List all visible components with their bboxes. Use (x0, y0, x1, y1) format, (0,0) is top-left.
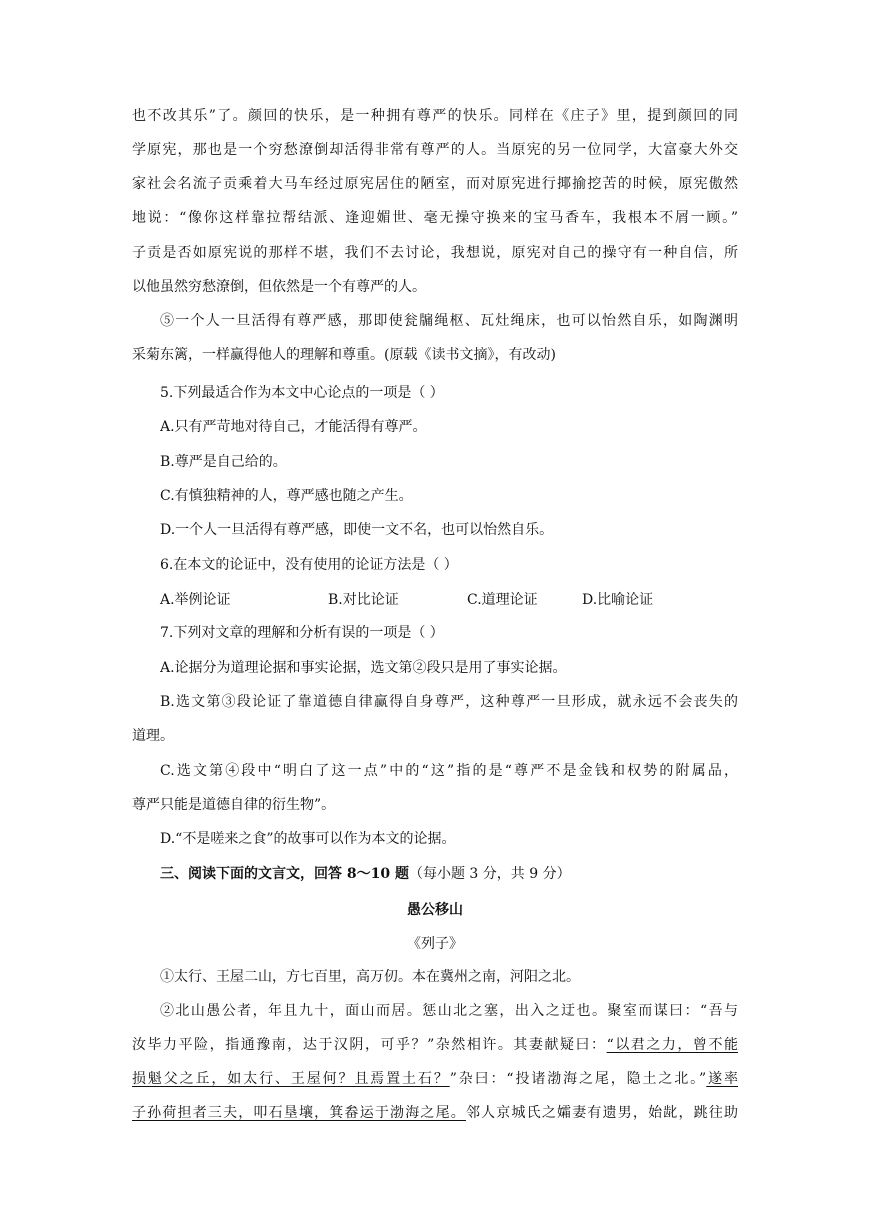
classical-text: 邻人京城氏之孀妻有遗男，始龀，跳往助 (465, 1105, 738, 1121)
paragraph-5: ⑤一个人一旦活得有尊严感，那即使瓮牖绳枢、瓦灶绳床，也可以怡然自乐，如陶渊明 (160, 313, 738, 329)
classical-text: ”杂曰：“投诸渤海之尾，隐土之北。” (449, 1071, 707, 1087)
passage-line: 子贡是否如原宪说的那样不堪，我们不去讨论，我想说，原宪对自己的操守有一种自信，所 (132, 245, 738, 261)
paragraph-5-cont: 采菊东篱，一样赢得他人的理解和尊重。(原载《读书文摘》，有改动) (132, 347, 556, 363)
question-7-option-b: B.选文第③段论证了靠道德自律赢得自身尊严，这种尊严一旦形成，就永远不会丧失的 (160, 694, 738, 710)
question-5-option-d: D.一个人一旦活得有尊严感，即使一文不名，也可以怡然自乐。 (160, 522, 554, 538)
underlined-sentence: 遂率 (706, 1071, 738, 1087)
passage-line: 地说：“像你这样靠拉帮结派、逢迎媚世、毫无操守换来的宝马香车，我根本不屑一顾。” (132, 210, 738, 226)
underlined-sentence: 损魁父之丘，如太行、王屋何？且焉置土石？ (132, 1071, 450, 1087)
question-5-option-c: C.有慎独精神的人，尊严感也随之产生。 (160, 488, 413, 504)
question-6-option-b: B.对比论证 (328, 592, 399, 608)
underlined-sentence: 子孙荷担者三夫，叩石垦壤，箕畚运于渤海之尾。 (132, 1105, 466, 1121)
section-3-heading (160, 862, 738, 886)
classical-paragraph-2-line (132, 1033, 738, 1057)
question-7-stem: 7.下列对文章的理解和分析有误的一项是（ ） (160, 625, 444, 641)
question-5-option-b: B.尊严是自己给的。 (160, 454, 287, 470)
question-7-option-a: A.论据分为道理论据和事实论据，选文第②段只是用了事实论据。 (160, 660, 567, 676)
question-7-option-c-cont: 尊严只能是道德自律的衍生物”。 (132, 797, 336, 813)
section-3-heading-bold: 三、阅读下面的文言文，回答 8～10 题 (160, 866, 409, 882)
classical-paragraph-2-line (132, 1067, 738, 1091)
passage-line: 学原宪，那也是一个穷愁潦倒却活得非常有尊严的人。当原宪的另一位同学，大富豪大外交 (132, 142, 738, 158)
question-7-option-d: D.“不是嗟来之食”的故事可以作为本文的论据。 (160, 831, 456, 847)
classical-title: 愚公移山 (407, 902, 463, 918)
question-6-option-a: A.举例论证 (160, 592, 231, 608)
classical-paragraph-1: ①太行、王屋二山，方七百里，高万仞。本在冀州之南，河阳之北。 (160, 969, 580, 985)
question-6-stem: 6.在本文的论证中，没有使用的论证方法是（ ） (160, 557, 458, 573)
question-6-options (160, 588, 738, 612)
passage-line: 家社会名流子贡乘着大马车经过原宪居住的陋室，而对原宪进行揶揄挖苦的时候，原宪傲然 (132, 176, 738, 192)
classical-text: 汝毕力平险，指通豫南，达于汉阴，可乎？”杂然相许。其妻献疑曰： (132, 1037, 607, 1053)
passage-line: 以他虽然穷愁潦倒，但依然是一个有尊严的人。 (132, 279, 426, 295)
classical-paragraph-2: ②北山愚公者，年且九十，面山而居。惩山北之塞，出入之迂也。聚室而谋曰：“吾与 (160, 1003, 738, 1019)
section-3-heading-note: （每小题 3 分，共 9 分） (408, 866, 571, 882)
underlined-sentence: “以君之力，曾不能 (606, 1037, 738, 1053)
question-7-option-c: C.选文第④段中“明白了这一点”中的“这”指的是“尊严不是金钱和权势的附属品， (160, 763, 738, 779)
classical-source: 《列子》 (407, 936, 463, 952)
question-5-option-a: A.只有严苛地对待自己，才能活得有尊严。 (160, 419, 427, 435)
question-7-option-b-cont: 道理。 (132, 728, 174, 744)
question-6-option-d: D.比喻论证 (582, 592, 654, 608)
question-6-option-c: C.道理论证 (467, 592, 538, 608)
passage-line: 也不改其乐”了。颜回的快乐，是一种拥有尊严的快乐。同样在《庄子》里，提到颜回的同 (132, 108, 738, 124)
question-5-stem: 5.下列最适合作为本文中心论点的一项是（ ） (160, 385, 444, 401)
classical-paragraph-2-line (132, 1101, 738, 1125)
